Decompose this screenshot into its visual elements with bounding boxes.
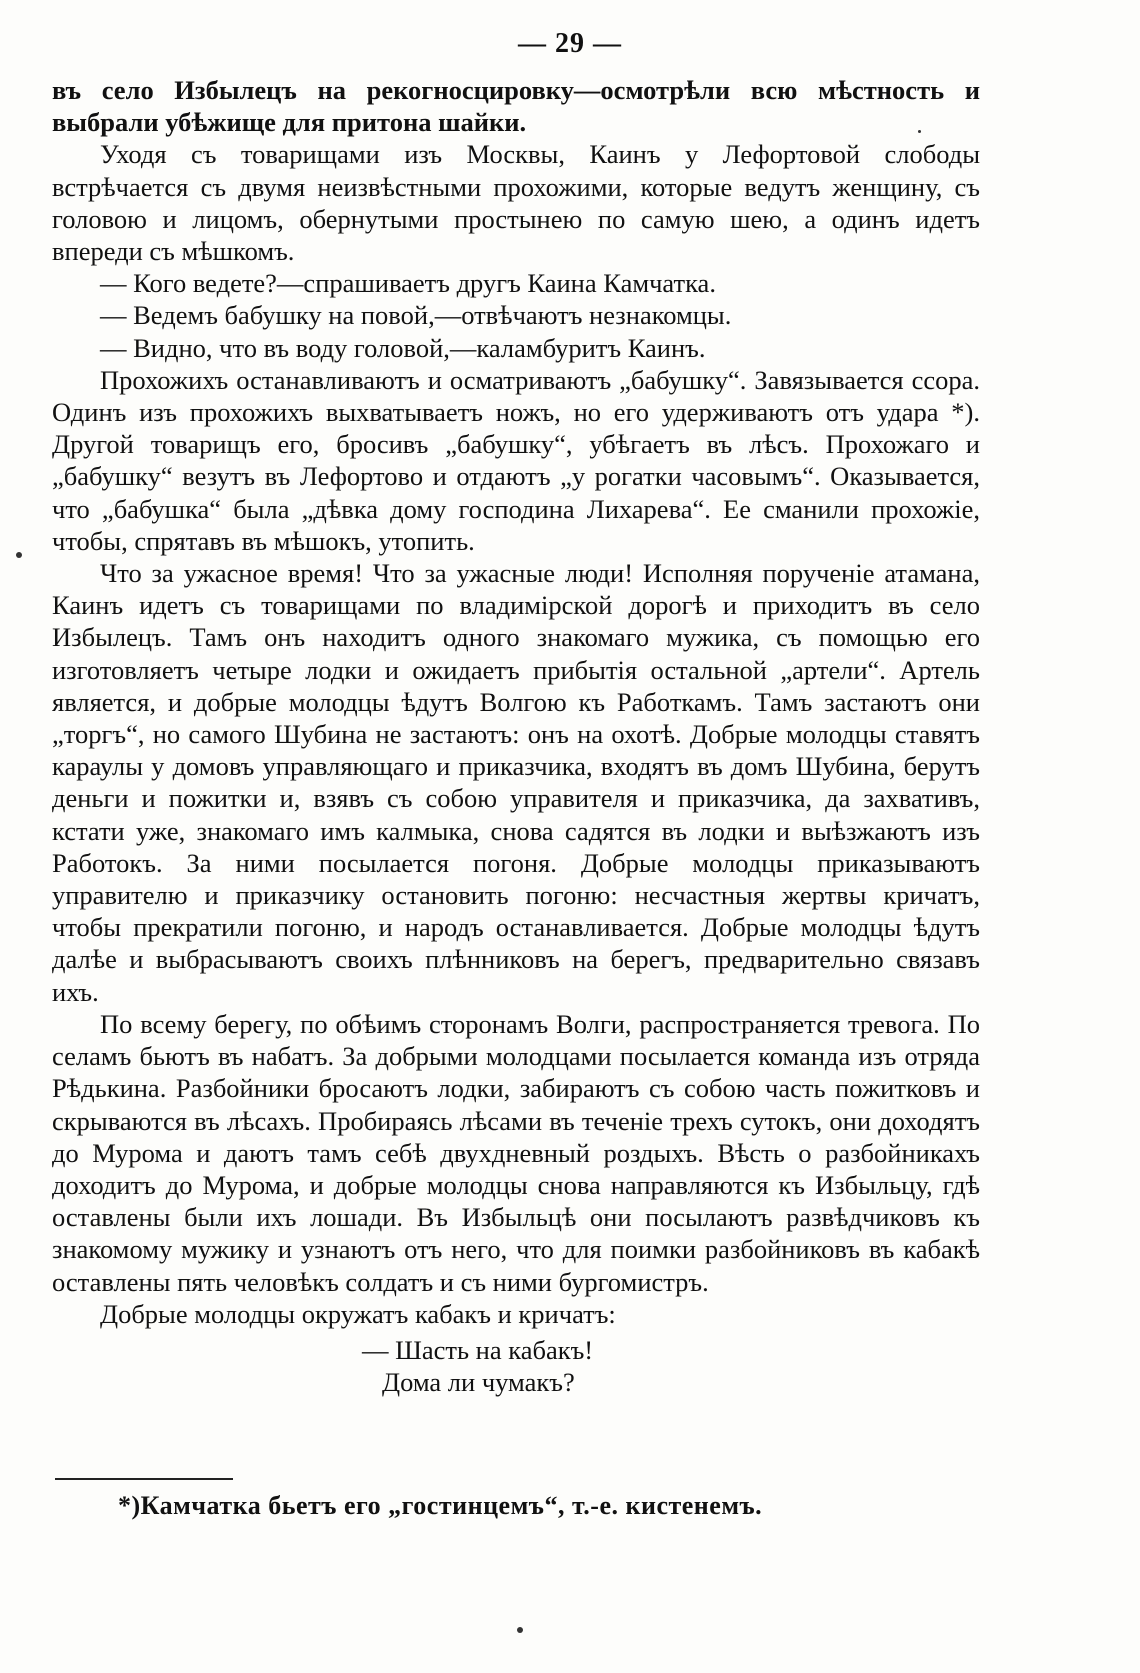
verse-line: Дома ли чумакъ?	[382, 1367, 575, 1398]
footnote-divider	[55, 1478, 233, 1480]
main-text	[52, 74, 980, 1398]
footnote: *)Камчатка бьетъ его „гостинцемъ“, т.-е. кистенемъ.	[118, 1491, 763, 1520]
verse	[52, 1334, 980, 1398]
ink-speck	[16, 552, 22, 558]
verse-line: — Шасть на кабакъ!	[362, 1334, 594, 1365]
ink-speck	[517, 1627, 523, 1633]
continuation-paragraph: въ село Избылецъ на рекогносцировку—осмотрѣли всю мѣстность и выбрали убѣжище для притона шайки.	[52, 75, 980, 138]
paragraph: По всему берегу, по обѣимъ сторонамъ Волги, распространяется тревога. По селамъ бьютъ въ набатъ. За добрыми молодцами посылается команда изъ отряда Рѣдькина. Разбойники бросаютъ лодки, забираютъ съ собою часть пожитковъ и скрываются въ лѣсахъ. Пробираясь лѣсами въ теченіе трехъ сутокъ, они доходятъ до Мурома и даютъ тамъ себѣ двухдневный роздыхъ. Вѣсть о разбойникахъ доходитъ до Мурома, и добрые молодцы снова направляются къ Избыльцу, гдѣ оставлены были ихъ лошади. Въ Избыльцѣ они посылаютъ развѣдчиковъ къ знакомому мужику и узнаютъ отъ него, что для поимки разбойниковъ въ кабакѣ оставлены пять человѣкъ солдатъ и съ ними бургомистръ.	[52, 1008, 980, 1297]
ink-speck	[918, 130, 921, 133]
dialogue-line: — Ведемъ бабушку на повой,—отвѣчаютъ незнакомцы.	[100, 300, 732, 331]
paragraph: Добрые молодцы окружатъ кабакъ и кричатъ:	[100, 1298, 616, 1329]
dialogue-line: — Видно, что въ воду головой,—каламбуритъ Каинъ.	[100, 332, 706, 363]
page-number: — 29 —	[518, 28, 622, 59]
paragraph: Что за ужасное время! Что за ужасные люди! Исполняя порученіе атамана, Каинъ идетъ съ товарищами по владимірской дорогѣ и приходитъ въ село Избылецъ. Тамъ онъ находитъ одного знакомаго мужика, съ помощью его изготовляетъ четыре лодки и ожидаетъ прибытія остальной „артели“. Артель является, и добрые молодцы ѣдутъ Волгою къ Работкамъ. Тамъ застаютъ они „торгъ“, но самого Шубина не застаютъ: онъ на охотѣ. Добрые молодцы ставятъ караулы у домовъ управляющаго и приказчика, входятъ въ домъ Шубина, берутъ деньги и пожитки и, взявъ съ собою управителя и приказчика, да захвативъ, кстати уже, знакомаго имъ калмыка, снова садятся въ лодки и выѣзжаютъ изъ Работокъ. За ними посылается погоня. Добрые молодцы приказываютъ управителю и приказчику остановить погоню: несчастныя жертвы кричатъ, чтобы прекратили погоню, и народъ останавливается. Добрые молодцы ѣдутъ далѣе и выбрасываютъ своихъ плѣнниковъ на берегъ, предварительно связавъ ихъ.	[52, 558, 980, 1007]
paragraph: Уходя съ товарищами изъ Москвы, Каинъ у Лефортовой слободы встрѣчается съ двумя неизвѣстными прохожими, которые ведутъ женщину, съ головою и лицомъ, обернутыми простынею по самую шею, а одинъ идетъ впереди съ мѣшкомъ.	[52, 139, 980, 267]
paragraph: Прохожихъ останавливаютъ и осматриваютъ „бабушку“. Завязывается ссора. Одинъ изъ прохожихъ выхватываетъ ножъ, но его удерживаютъ отъ удара *). Другой товарищъ его, бросивъ „бабушку“, убѣгаетъ въ лѣсъ. Прохожаго и „бабушку“ везутъ въ Лефортово и отдаютъ „у рогатки часовымъ“. Оказывается, что „бабушка“ была „дѣвка дому господина Лихарева“. Ее сманили прохожіе, чтобы, спрятавъ въ мѣшокъ, утопить.	[52, 364, 980, 556]
dialogue-line: — Кого ведете?—спрашиваетъ другъ Каина Камчатка.	[100, 268, 716, 299]
